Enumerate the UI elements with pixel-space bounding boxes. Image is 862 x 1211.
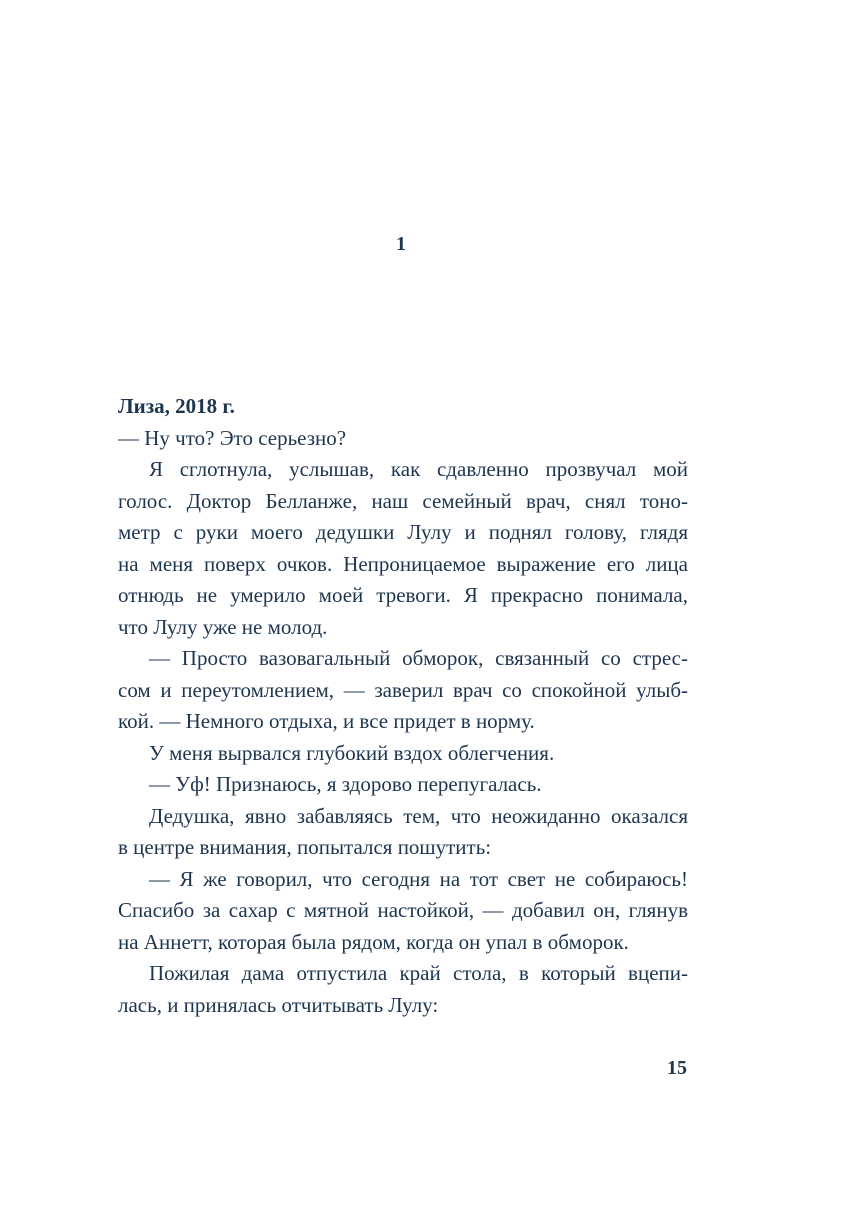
text-line: лась, и принялась отчитывать Лулу: [118,992,439,1017]
text-line: — Просто вазовагальный обморок, связанный со стрес- [149,646,688,670]
text-line: что Лулу уже не молод. [118,614,328,639]
text-line: сом и переутомлением, — заверил врач со спокойной улыб- [118,677,688,702]
text-line: на Аннетт, которая была рядом, когда он упал в обморок. [118,929,629,954]
text-line: отнюдь не умерило моей тревоги. Я прекрасно понимала, [118,583,688,607]
text-line: У меня вырвался глубокий вздох облегчения. [149,740,555,765]
text-line: Я сглотнула, услышав, как сдавленно прозвучал мой [149,457,688,481]
body-text [118,391,688,1021]
page-number: 15 [667,1057,687,1079]
text-line: — Уф! Признаюсь, я здорово перепугалась. [149,772,542,796]
text-line: — Я же говорил, что сегодня на тот свет не собираюсь! [149,866,688,891]
text-line: метр с руки моего дедушки Лулу и поднял голову, глядя [118,520,688,544]
section-heading: Лиза, 2018 г. [118,394,235,418]
text-line: Пожилая дама отпустила край стола, в который вцепи- [149,961,688,985]
text-line: на меня поверх очков. Непроницаемое выражение его лица [118,551,688,576]
text-line: — Ну что? Это серьезно? [118,425,347,450]
text-line: Спасибо за сахар с мятной настойкой, — добавил он, глянув [118,898,688,922]
text-line: голос. Доктор Белланже, наш семейный врач, снял тоно- [118,488,688,513]
text-line: Дедушка, явно забавляясь тем, что неожиданно оказался [149,803,688,828]
text-line: кой. — Немного отдыха, и все придет в норму. [118,709,535,733]
chapter-number: 1 [396,233,406,255]
text-line: в центре внимания, попытался пошутить: [118,835,492,859]
